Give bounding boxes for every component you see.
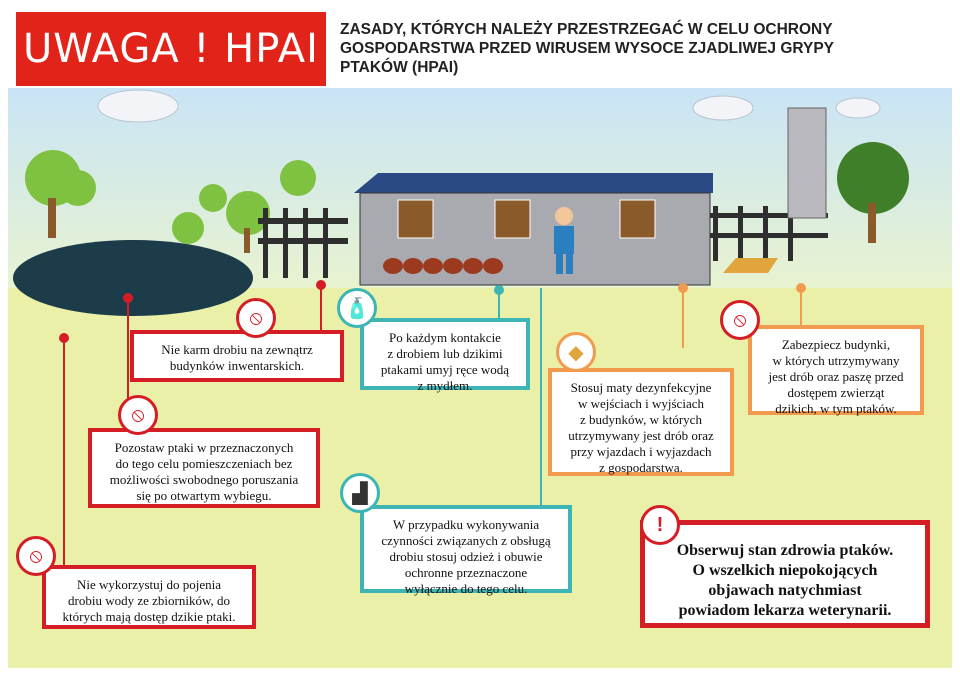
mat: [723, 258, 778, 273]
protective-clothing-icon: ▟: [340, 473, 380, 513]
no-wild-birds-icon: ⦸: [720, 300, 760, 340]
connector-dot: [123, 293, 133, 303]
barn-roof: [354, 173, 713, 193]
connector-dot: [59, 333, 69, 343]
connector-dot: [678, 283, 688, 293]
no-wild-water-icon: ⦸: [16, 536, 56, 576]
page-title: ZASADY, KTÓRYCH NALEŻY PRZESTRZEGAĆ W CELU OCHRONY GOSPODARSTWA PRZED WIRUSEM WYSOCE ZJADLIWEJ GRYPY PTAKÓW (HPAI): [340, 21, 835, 76]
connector-line: [63, 338, 65, 576]
no-feeding-icon: ⦸: [236, 298, 276, 338]
connector-line: [320, 285, 322, 335]
soap-icon: 🧴: [337, 288, 377, 328]
connector-line: [682, 288, 684, 348]
silo: [788, 108, 826, 218]
banner-text: UWAGA ! HPAI: [23, 26, 319, 72]
rule-mats-box: Stosuj maty dezynfekcyjne w wejściach i wyjściach z budynków, w których utrzymywany jest drób oraz przy wjazdach i wyjazdach z gospodarstwa.: [548, 368, 734, 476]
exclamation-icon: !: [640, 505, 680, 545]
farm-illustration: [8, 88, 952, 328]
tree: [25, 150, 316, 244]
rule-clothing-box: W przypadku wykonywania czynności związanych z obsługą drobiu stosuj odzież i obuwie ochronne przeznaczone wyłącznie do tego celu.: [360, 505, 572, 593]
connector-line: [800, 288, 802, 328]
connector-line: [540, 288, 542, 508]
rule-water-box: Nie wykorzystuj do pojenia drobiu wody ze zbiorników, do których mają dostęp dzikie ptaki.: [42, 565, 256, 629]
no-free-range-icon: ⦸: [118, 395, 158, 435]
connector-dot: [316, 280, 326, 290]
connector-dot: [796, 283, 806, 293]
rule-feed-box: Nie karm drobiu na zewnątrz budynków inwentarskich.: [130, 330, 344, 382]
rule-secure-box: Zabezpiecz budynki, w których utrzymywany jest drób oraz paszę przed dostępem zwierząt dzikich, w tym ptaków.: [748, 325, 924, 415]
disinfection-mat-icon: ◆: [556, 332, 596, 372]
connector-dot: [494, 285, 504, 295]
rule-hands-box: Po każdym kontakcie z drobiem lub dzikimi ptakami umyj ręce wodą z mydłem.: [360, 318, 530, 390]
rule-keep-indoors-box: Pozostaw ptaki w przeznaczonych do tego celu pomieszczeniach bez możliwości swobodnego poruszania się po otwartym wybiegu.: [88, 428, 320, 508]
warning-banner: [16, 12, 326, 86]
cloud: [98, 90, 880, 122]
rule-observe-box: Obserwuj stan zdrowia ptaków. O wszelkich niepokojących objawach natychmiast powiadom lekarza weterynarii.: [640, 520, 930, 628]
pond: [13, 240, 253, 316]
